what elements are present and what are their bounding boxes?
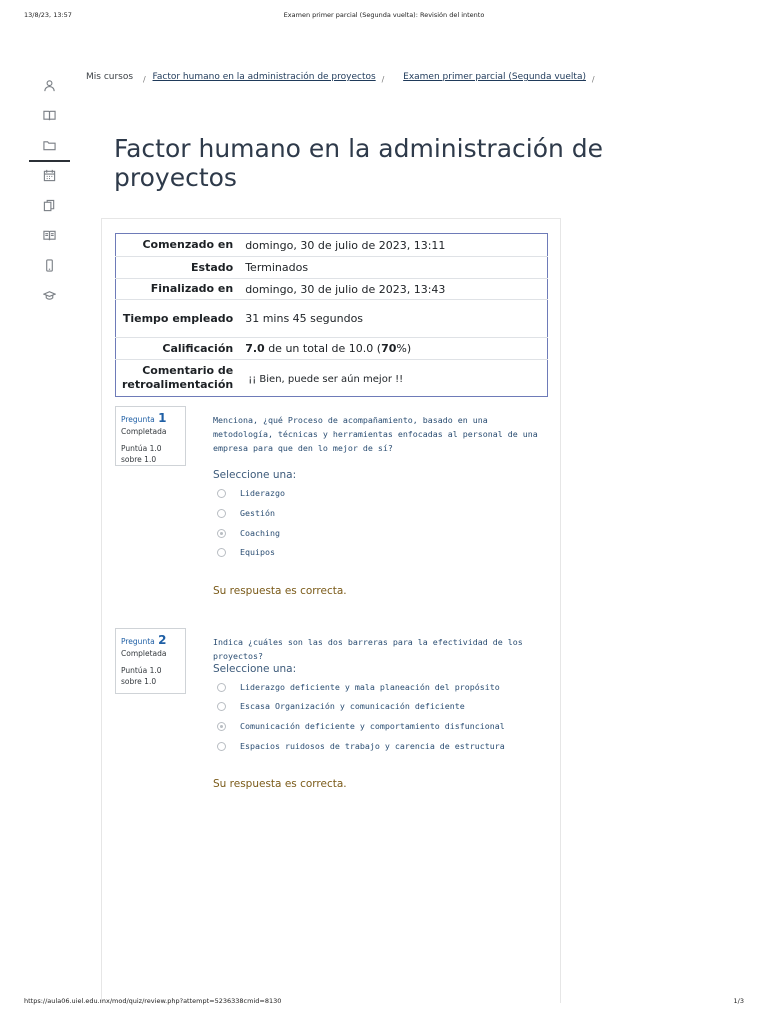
summary-value: domingo, 30 de julio de 2023, 13:43 — [239, 279, 547, 300]
radio-button[interactable] — [217, 683, 226, 692]
answer-prompt: Seleccione una: — [213, 469, 297, 481]
nav-rail-item-files[interactable] — [29, 130, 70, 160]
radio-button[interactable] — [217, 548, 226, 557]
grade-percent: 70 — [381, 342, 397, 355]
answer-option-label: Coaching — [240, 528, 280, 538]
calendar-icon — [43, 169, 56, 182]
answer-option-label: Espacios ruidosos de trabajo y carencia de estructura — [240, 741, 505, 751]
summary-row-finished — [116, 279, 548, 300]
answer-option-label: Escasa Organización y comunicación deficiente — [240, 701, 465, 711]
folder-icon — [43, 139, 56, 152]
radio-button[interactable] — [217, 742, 226, 751]
grade-score: 7.0 — [245, 342, 265, 355]
page-title: Factor humano en la administración de proyectos — [114, 134, 604, 192]
summary-row-feedback — [116, 360, 548, 397]
answer-option-label: Liderazgo deficiente y mala planeación del propósito — [240, 682, 500, 692]
grade-total: de un total de 10.0 ( — [268, 342, 382, 355]
question-number — [121, 411, 180, 425]
answer-option-selected[interactable] — [217, 527, 280, 539]
summary-row-grade — [116, 338, 548, 360]
summary-label: Comenzado en — [142, 238, 234, 251]
graduation-cap-icon — [43, 289, 56, 302]
radio-button[interactable] — [217, 509, 226, 518]
answer-option-label: Equipos — [240, 547, 275, 557]
question-prefix: Pregunta — [121, 637, 155, 646]
answer-option[interactable] — [217, 546, 275, 558]
summary-value: domingo, 30 de julio de 2023, 13:11 — [245, 238, 446, 252]
breadcrumb-separator: / — [591, 75, 595, 84]
answer-option[interactable] — [217, 681, 500, 693]
question-text: Menciona, ¿qué Proceso de acompañamiento, basado en una metodología, técnicas y herramientas enfocadas al personal de una empresa para que den lo mejor de sí? — [213, 415, 538, 453]
breadcrumb-course[interactable]: Factor humano en la administración de proyectos — [152, 72, 376, 82]
nav-rail-item-library[interactable] — [29, 220, 70, 250]
book-icon — [43, 109, 56, 122]
attempt-summary-table — [115, 233, 548, 397]
breadcrumb-separator: / — [381, 75, 385, 84]
summary-row-started — [116, 234, 548, 257]
question-prefix: Pregunta — [121, 415, 155, 424]
print-header — [24, 11, 744, 23]
print-page-number: 1/3 — [733, 997, 744, 1005]
nav-rail-item-mobile[interactable] — [29, 250, 70, 280]
answer-option[interactable] — [217, 487, 285, 499]
summary-row-state — [116, 257, 548, 279]
summary-label: Tiempo empleado — [116, 300, 240, 338]
summary-label: Finalizado en — [116, 279, 240, 300]
question-feedback: Su respuesta es correcta. — [213, 585, 347, 597]
mobile-icon — [43, 259, 56, 272]
question-state: Completada — [121, 649, 167, 658]
question-number-value: 1 — [158, 411, 167, 425]
summary-label: Estado — [116, 257, 240, 279]
summary-value: Terminados — [239, 257, 547, 279]
summary-value — [239, 360, 547, 397]
print-url: https://aula06.uiel.edu.mx/mod/quiz/review.php?attempt=5236338cmid=8130 — [24, 997, 282, 1005]
question-grade: Puntúa 1.0 sobre 1.0 — [121, 666, 162, 686]
radio-button[interactable] — [217, 489, 226, 498]
breadcrumb — [86, 72, 599, 84]
question-feedback: Su respuesta es correcta. — [213, 778, 347, 790]
question-state: Completada — [121, 427, 167, 436]
answer-option-selected[interactable] — [217, 720, 505, 732]
radio-button-checked[interactable] — [217, 529, 226, 538]
answer-option[interactable] — [217, 507, 275, 519]
user-icon — [43, 79, 56, 92]
summary-value: 31 mins 45 segundos — [239, 300, 547, 338]
question-number — [121, 633, 180, 647]
copy-icon — [43, 199, 56, 212]
nav-rail-item-courses[interactable] — [29, 100, 70, 130]
radio-button[interactable] — [217, 702, 226, 711]
nav-rail-item-profile[interactable] — [29, 70, 70, 100]
question-info — [115, 628, 186, 694]
summary-label: Calificación — [116, 338, 240, 360]
question-info — [115, 406, 186, 466]
grade-percent-sign: %) — [396, 342, 412, 355]
print-timestamp: 13/8/23, 13:57 — [24, 11, 72, 19]
answer-option[interactable] — [217, 700, 465, 712]
nav-rail-item-grades[interactable] — [29, 280, 70, 310]
print-document-title: Examen primer parcial (Segunda vuelta): Revisión del intento — [283, 11, 485, 19]
answer-option-label: Liderazgo — [240, 488, 285, 498]
breadcrumb-quiz[interactable]: Examen primer parcial (Segunda vuelta) — [403, 72, 586, 82]
answer-option-label: Comunicación deficiente y comportamiento disfuncional — [240, 721, 505, 731]
question-grade: Puntúa 1.0 sobre 1.0 — [121, 444, 162, 464]
nav-rail — [29, 70, 70, 310]
breadcrumb-my-courses[interactable]: Mis cursos — [86, 72, 134, 82]
nav-rail-item-calendar[interactable] — [29, 160, 70, 190]
summary-row-time — [116, 300, 548, 338]
overall-feedback: ¡¡ Bien, puede ser aún mejor !! — [248, 373, 404, 385]
summary-value — [239, 338, 547, 360]
answer-option-label: Gestión — [240, 508, 275, 518]
radio-button-checked[interactable] — [217, 722, 226, 731]
question-number-value: 2 — [158, 633, 167, 647]
summary-label: Comentario de retroalimentación — [116, 360, 240, 397]
answer-prompt: Seleccione una: — [213, 663, 297, 675]
breadcrumb-separator: / — [142, 75, 146, 84]
book-open-icon — [43, 229, 56, 242]
nav-rail-item-documents[interactable] — [29, 190, 70, 220]
answer-option[interactable] — [217, 740, 505, 752]
question-text: Indica ¿cuáles son las dos barreras para la efectividad de los proyectos? — [213, 637, 523, 661]
